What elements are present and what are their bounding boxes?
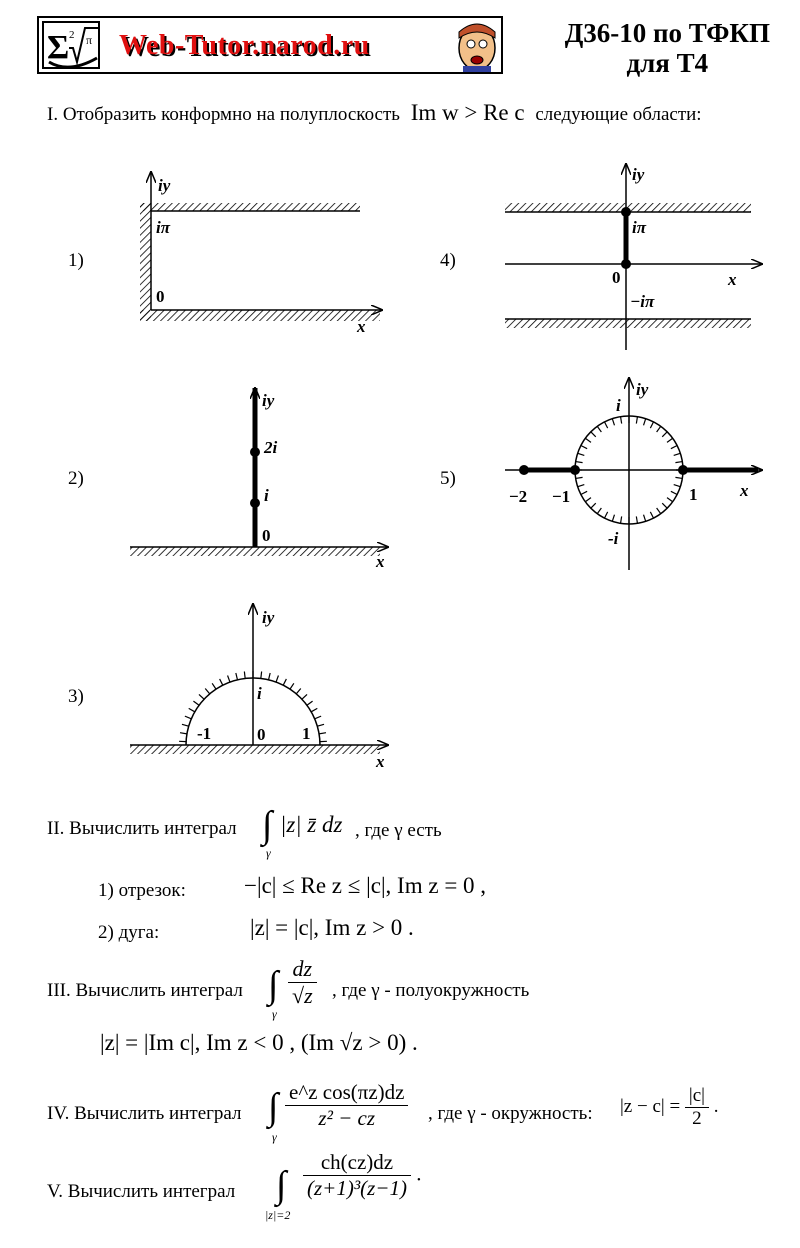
figure-5: [505, 378, 762, 570]
fig3-x-label: x: [376, 752, 385, 771]
fig4-ipi-label: iπ: [632, 218, 647, 237]
task3-formula: |z| = |Im c|, Im z < 0 , (Im √z > 0) .: [100, 1030, 418, 1055]
fig5-neg-i-label: -i: [608, 529, 619, 548]
fig2-x-label: x: [376, 552, 385, 571]
task5-contour: |z|=2: [265, 1208, 291, 1222]
task3-intro: III. Вычислить интеграл: [47, 980, 243, 1001]
figure-1: [140, 172, 382, 321]
task2-item1-label: 1) отрезок:: [98, 880, 186, 901]
item-1-label: 1): [68, 250, 84, 271]
site-name: Web-Tutor.narod.ru: [119, 30, 370, 61]
fig3-m1-label: -1: [197, 724, 212, 743]
fig5-p1-label: 1: [689, 485, 698, 504]
task3-denominator: √z: [292, 983, 313, 1008]
task4-condition-fraction: $\frac{|c|}{2}$: [685, 1085, 709, 1130]
task5-numerator: ch(cz)dz: [303, 1150, 411, 1176]
fig2-2i-label: 2i: [264, 438, 278, 457]
task4-numerator: e^z cos(πz)dz: [285, 1080, 408, 1106]
task4-condition-left: |z − c| =: [620, 1095, 681, 1117]
fig3-p1-label: 1: [302, 724, 311, 743]
fig3-y-label: iy: [262, 608, 275, 627]
task2-integral-sign: ∫: [262, 804, 273, 846]
task3-numerator: dz: [288, 956, 317, 983]
task5-denominator: (z+1)³(z−1): [307, 1176, 407, 1200]
fig5-i-label: i: [616, 396, 621, 415]
item-5-label: 5): [440, 468, 456, 489]
svg-text:2: 2: [69, 29, 75, 41]
figure-2: [130, 388, 388, 556]
task5-end: .: [416, 1161, 422, 1186]
svg-text:Σ: Σ: [47, 29, 70, 66]
task4-integral-sign: ∫: [268, 1086, 279, 1128]
task4-where: , где γ - окружность:: [428, 1103, 593, 1124]
item-3-label: 3): [68, 686, 84, 707]
fig5-m2-label: −2: [509, 487, 528, 506]
fig2-y-label: iy: [262, 391, 275, 410]
figure-4: [505, 164, 762, 350]
task2-intro: II. Вычислить интеграл: [47, 818, 237, 839]
fig3-origin-label: 0: [257, 725, 266, 744]
fig5-y-label: iy: [636, 380, 649, 399]
task3-where: , где γ - полуокружность: [332, 980, 530, 1001]
task2-contour: γ: [266, 846, 271, 860]
task4-denominator: z² − cz: [318, 1106, 376, 1130]
fig1-origin-label: 0: [156, 287, 165, 306]
fig2-origin-label: 0: [262, 526, 271, 545]
item-4-label: 4): [440, 250, 456, 271]
task2-integrand: |z| z̄ dz: [280, 812, 343, 837]
fig3-i-label: i: [257, 684, 262, 703]
task4-contour: γ: [272, 1130, 277, 1144]
fig4-x-label: x: [728, 270, 737, 289]
fig1-y-label: iy: [158, 176, 171, 195]
svg-text:π: π: [86, 33, 93, 47]
task5-integral-sign: ∫: [276, 1164, 287, 1206]
fig4-neg-ipi-label: −iπ: [630, 292, 655, 311]
task3-contour: γ: [272, 1007, 277, 1021]
item-2-label: 2): [68, 468, 84, 489]
task4-intro: IV. Вычислить интеграл: [47, 1103, 242, 1124]
task1-intro: I. Отобразить конформно на полуплоскость Im w > Re c следующие области:: [47, 100, 702, 125]
task2-item2-formula: |z| = |c|, Im z > 0 .: [250, 915, 414, 940]
fig2-i-label: i: [264, 486, 269, 505]
task1-condition: Im w > Re c: [410, 100, 525, 125]
task3-fraction: [288, 956, 317, 1009]
task5-intro: V. Вычислить интеграл: [47, 1181, 236, 1202]
task2-item2-label: 2) дуга:: [98, 922, 160, 943]
task2-item1-formula: −|c| ≤ Re z ≤ |c|, Im z = 0 ,: [244, 873, 487, 898]
page-title: Д36-10 по ТФКП для Т4: [564, 18, 770, 78]
fig5-x-label: x: [740, 481, 749, 500]
fig1-ipi-label: iπ: [156, 218, 171, 237]
fig4-origin-label: 0: [612, 268, 621, 287]
fig4-y-label: iy: [632, 165, 645, 184]
task5-fraction: [303, 1150, 411, 1201]
task2-where: , где γ есть: [355, 820, 442, 841]
fig1-x-label: x: [357, 317, 366, 336]
task4-fraction: [285, 1080, 408, 1131]
fig5-m1-label: −1: [552, 487, 571, 506]
task3-integral-sign: ∫: [268, 964, 279, 1006]
